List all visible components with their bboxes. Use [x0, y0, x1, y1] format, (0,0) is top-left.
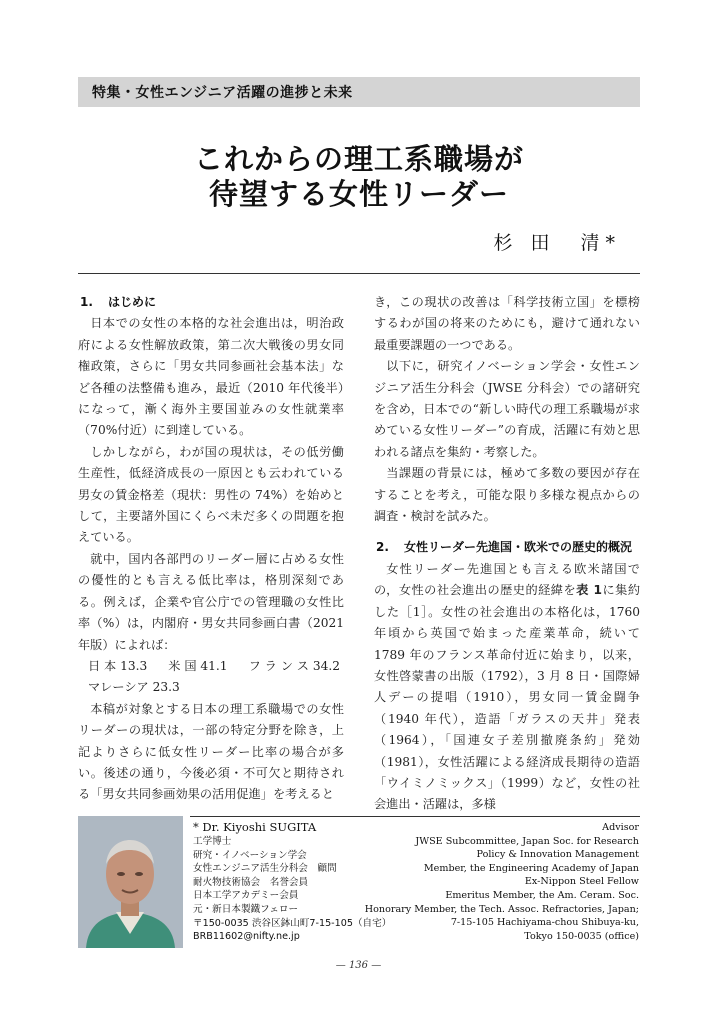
bio-line: 7-15-105 Hachiyama-chou Shibuya-ku,	[450, 917, 639, 929]
ratio-japan: 日 本 13.3	[88, 658, 148, 673]
ratio-malaysia: マレーシア 23.3	[88, 680, 180, 695]
author-photo	[78, 816, 183, 948]
banner-text: 特集・女性エンジニア活躍の進捗と未来	[92, 85, 353, 101]
bio-line: 日本工学アカデミー会員	[193, 890, 299, 902]
ratio-row	[78, 656, 344, 677]
section-heading-2	[374, 537, 640, 558]
title-line-1: これからの理工系職場が	[193, 142, 524, 176]
bio-line: Emeritus Member, the Am. Ceram. Soc.	[445, 889, 639, 901]
title-line-2: 待望する女性リーダー	[208, 177, 509, 211]
table-reference: 表 1	[576, 583, 603, 598]
paragraph: しかしながら，わが国の現状は，その低労働生産性，低経済成長の一原因とも云われている男女の賃金格差（現状：男性の 74%）を始めとして，主要諸外国にくらべ未だ多くの問題を抱えている。	[78, 444, 344, 545]
author-name: 杉 田 清*	[493, 232, 621, 254]
author-bio-japanese	[193, 820, 391, 944]
bio-line: Honorary Member, the Tech. Assoc. Refractories, Japan;	[364, 903, 639, 915]
bio-line: JWSE Subcommittee, Japan Soc. for Research	[415, 835, 639, 847]
title-divider	[78, 273, 640, 274]
bio-line: Member, the Engineering Academy of Japan	[423, 862, 639, 874]
bio-line: 研究・イノベーション学会	[193, 849, 307, 861]
paragraph: 日本での女性の本格的な社会進出は，明治政府による女性解放政策，第二次大戦後の男女同権政策，さらに「男女共同参画社会基本法」など各種の法整備も進み，最近（2010 年代後半）になって，漸く海外主要国並みの女性就業率（70%付近）に到達している。	[78, 316, 344, 438]
bio-line: Tokyo 150-0035 (office)	[524, 930, 639, 942]
paragraph: 本稿が対象とする日本の理工系職場での女性リーダーの現状は，一部の特定分野を除き，上記よりさらに低女性リーダー比率の場合が多い。後述の通り，今後必須・不可欠と期待される「男女共同参画効果の活用促進」を考えると	[78, 701, 344, 802]
footer-divider	[190, 816, 640, 817]
bio-line: Policy & Innovation Management	[476, 849, 639, 861]
text-run: に集約した［1］。女性の社会進出の本格化は，1760 年頃から英国で始まった産業革命，続いて 1789 年のフランス革命付近に始まり，以来，女性啓蒙書の出版（1792），3 月 8 日・国際婦人デーの提唱（1910），男女同一賃金闘争（1940 年代），造語「ガラスの天井」発表（1964），「国連女子差別撤廃条約」発効（1981），女性活躍による経済成長期待の造語「ウイミノミックス」（1999）など，女性の社会進出・活躍は，多様	[374, 583, 641, 812]
bio-line: Advisor	[602, 822, 639, 833]
paragraph: 就中，国内各部門のリーダー層に占める女性の優性的とも言える低比率は，格別深刻である。例えば，企業や官公庁での管理職の女性比率（%）は，内閣府・男女共同参画白書（2021 年版）によれば：	[78, 551, 344, 652]
bio-line: 工学博士	[193, 836, 232, 847]
right-column	[374, 292, 640, 816]
section-number: 1.	[80, 295, 93, 309]
paragraph: 以下に，研究イノベーション学会・女性エンジニア活生分科会（JWSE 分科会）での諸研究を含め，日本での“新しい時代の理工系職場が求めている女性リーダー”の育成，活躍に有効と思われる諸点を集約・考察した。	[374, 359, 640, 459]
section-heading-1	[78, 292, 344, 313]
spacer	[374, 527, 640, 537]
text-run: 女性リーダー先進国とも言える欧米諸国での，女性の社会進出の歴史的経緯を	[374, 561, 640, 598]
bio-line: Ex-Nippon Steel Fellow	[524, 876, 639, 888]
ratio-us: 米 国 41.1	[168, 658, 228, 673]
bio-address: 〒150-0035 渋谷区鉢山町7-15-105（自宅）	[193, 917, 392, 929]
bio-email[interactable]: BRB11602@nifty.ne.jp	[193, 931, 300, 943]
bio-line: 女性エンジニア活生分科会 顧問	[193, 863, 337, 875]
paragraph	[374, 559, 640, 816]
portrait-image	[78, 816, 183, 948]
ratio-france: フ ラ ン ス 34.2	[248, 658, 340, 673]
left-column	[78, 292, 344, 806]
section-number: 2.	[376, 540, 389, 555]
author-bio-english	[365, 821, 639, 943]
section-title: 女性リーダー先進国・欧米での歴史的概況	[404, 540, 633, 555]
bio-line: 耐火物技術協会 名誉会員	[193, 876, 309, 888]
section-title: はじめに	[108, 295, 157, 309]
page-number: — 136 —	[335, 960, 382, 971]
article-title	[78, 142, 640, 212]
author-english-name: * Dr. Kiyoshi SUGITA	[193, 820, 317, 834]
section-banner	[78, 77, 640, 107]
bio-line: 元・新日本製鐵フェロー	[193, 903, 299, 915]
paragraph: 当課題の背景には，極めて多数の要因が存在することを考え，可能な限り多様な視点からの調査・検討を試みた。	[374, 466, 640, 524]
paragraph: き，この現状の改善は「科学技術立国」を標榜するわが国の将来のためにも，避けて通れない最重要課題の一つである。	[374, 295, 640, 352]
